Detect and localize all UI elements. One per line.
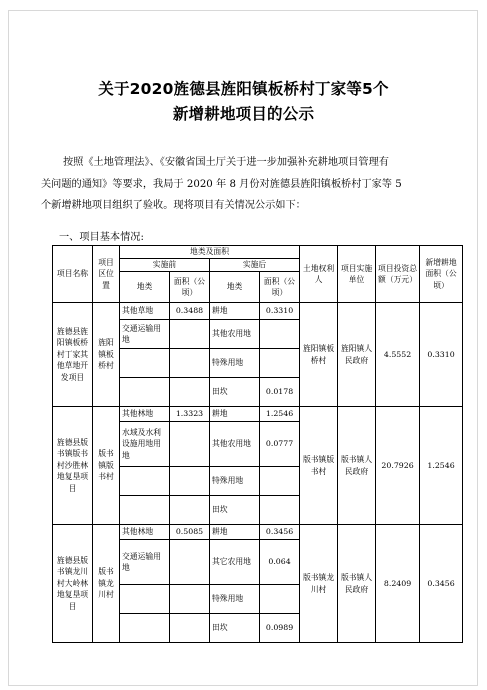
- project-owner: 旌阳镇板桥村: [300, 303, 338, 407]
- before-land-type: [120, 585, 170, 614]
- project-table: [52, 245, 463, 643]
- project-new-farmland: 1.2546: [420, 407, 463, 525]
- before-area: [170, 378, 210, 407]
- after-land-type: 耕地: [210, 407, 260, 422]
- before-land-type: 其他林地: [120, 525, 170, 540]
- header-location: 项目区位置: [93, 246, 120, 303]
- project-implementer: 旌阳镇人民政府: [338, 303, 376, 407]
- before-area: [170, 614, 210, 643]
- header-investment: 项目投资总额（万元）: [376, 246, 420, 303]
- project-investment: 8.2409: [376, 525, 420, 643]
- header-project-name: 项目名称: [53, 246, 93, 303]
- after-area: [260, 320, 300, 349]
- after-area: [260, 496, 300, 525]
- after-area: [260, 349, 300, 378]
- before-land-type: 其他林地: [120, 407, 170, 422]
- before-area: [170, 320, 210, 349]
- intro-line-2: 关问题的通知》等要求，我局于 2020 年 8 月份对旌德县旌阳镇板桥村丁家等 5: [41, 178, 402, 190]
- header-owner: 土地权利人: [300, 246, 338, 303]
- after-area: [260, 467, 300, 496]
- project-location: 版书镇版书村: [93, 407, 120, 525]
- before-land-type: [120, 467, 170, 496]
- after-land-type: 田坎: [210, 496, 260, 525]
- project-owner: 版书镇版书村: [300, 407, 338, 525]
- after-area: 0.064: [260, 540, 300, 585]
- after-land-type: 耕地: [210, 525, 260, 540]
- project-name: 旌德县旌阳镇板桥村丁家其他草地开发项目: [53, 303, 93, 407]
- after-area: 1.2546: [260, 407, 300, 422]
- header-after-land-type: 地类: [210, 272, 260, 303]
- after-area: 0.3456: [260, 525, 300, 540]
- after-area: 0.0989: [260, 614, 300, 643]
- after-land-type: 特殊用地: [210, 585, 260, 614]
- intro-line-1: 按照《土地管理法》、《安徽省国土厅关于进一步加强补充耕地项目管理有: [63, 157, 389, 168]
- before-land-type: [120, 614, 170, 643]
- before-area: [170, 496, 210, 525]
- before-land-type: 交通运输用地: [120, 540, 170, 585]
- after-land-type: 田坎: [210, 378, 260, 407]
- before-land-type: 交通运输用地: [120, 320, 170, 349]
- before-area: [170, 540, 210, 585]
- before-area: [170, 585, 210, 614]
- project-location: 版书镇龙川村: [93, 525, 120, 643]
- before-area: 1.3323: [170, 407, 210, 422]
- project-name: 旌德县版书镇版书村沙胜林地复垦项目: [53, 407, 93, 525]
- after-land-type: 其它农用地: [210, 540, 260, 585]
- intro-paragraph: [41, 152, 449, 217]
- project-implementer: 版书镇人民政府: [338, 525, 376, 643]
- after-area: 0.3310: [260, 303, 300, 320]
- before-land-type: 其他草地: [120, 303, 170, 320]
- project-implementer: 版书镇人民政府: [338, 407, 376, 525]
- before-land-type: [120, 496, 170, 525]
- project-investment: 4.5552: [376, 303, 420, 407]
- document-title-line-2: 新增耕地项目的公示: [172, 105, 315, 123]
- header-implementer: 项目实施单位: [338, 246, 376, 303]
- project-name: 旌德县版书镇龙川村大岭林地复垦项目: [53, 525, 93, 643]
- after-land-type: 耕地: [210, 303, 260, 320]
- document-title-line-1: 关于2020旌德县旌阳镇板桥村丁家等5个: [98, 80, 389, 98]
- before-land-type: [120, 378, 170, 407]
- before-land-type: 水域及水利设施用地用地: [120, 422, 170, 467]
- header-before: 实施前: [120, 259, 210, 272]
- project-new-farmland: 0.3310: [420, 303, 463, 407]
- after-land-type: 特殊用地: [210, 467, 260, 496]
- project-location: 旌阳镇板桥村: [93, 303, 120, 407]
- project-owner: 版书镇龙川村: [300, 525, 338, 643]
- before-land-type: [120, 349, 170, 378]
- after-land-type: 特殊用地: [210, 349, 260, 378]
- header-after: 实施后: [210, 259, 300, 272]
- before-area: [170, 349, 210, 378]
- after-area: [260, 585, 300, 614]
- after-land-type: 其他农用地: [210, 422, 260, 467]
- before-area: 0.3488: [170, 303, 210, 320]
- before-area: 0.5085: [170, 525, 210, 540]
- header-land-type-area: 地类及面积: [120, 246, 300, 259]
- header-after-area: 面积（公顷）: [260, 272, 300, 303]
- project-investment: 20.7926: [376, 407, 420, 525]
- header-before-area: 面积（公顷）: [170, 272, 210, 303]
- header-before-land-type: 地类: [120, 272, 170, 303]
- project-new-farmland: 0.3456: [420, 525, 463, 643]
- before-area: [170, 467, 210, 496]
- intro-line-3: 个新增耕地项目组织了验收。现将项目有关情况公示如下：: [41, 200, 306, 211]
- after-area: 0.0777: [260, 422, 300, 467]
- after-land-type: 田坎: [210, 614, 260, 643]
- before-area: [170, 422, 210, 467]
- header-new-farmland: 新增耕地面积（公顷）: [420, 246, 463, 303]
- after-land-type: 其他农用地: [210, 320, 260, 349]
- after-area: 0.0178: [260, 378, 300, 407]
- section-heading: 一、项目基本情况:: [59, 232, 144, 243]
